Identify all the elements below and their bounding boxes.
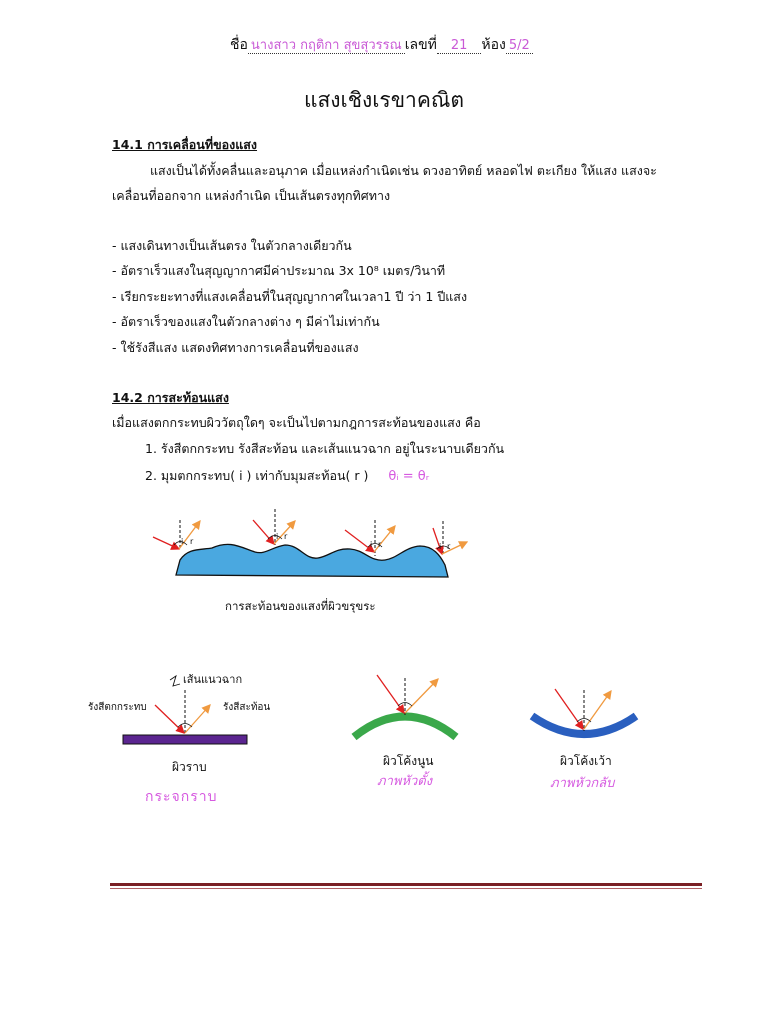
angle-i-label: i [276, 532, 279, 541]
footer-rule [110, 883, 702, 886]
bullet-item: - ใช้รังสีแสง แสดงทิศทางการเคลื่อนที่ของแสง [112, 340, 359, 355]
angle-r-label: r [284, 532, 288, 541]
flat-surface [123, 735, 247, 744]
incident-ray-label: รังสีตกกระทบ [88, 702, 147, 713]
angle-r-label: r [378, 540, 382, 549]
rough-surface-caption: การสะท้อนของแสงที่ผิวขรุขระ [225, 599, 376, 613]
concave-surface-label: ผิวโค้งเว้า [560, 754, 612, 768]
section2-heading: 14.2 การสะท้อนแสง [112, 390, 229, 405]
concave-note: ภาพหัวกลับ [550, 776, 615, 791]
name-value: นางสาว กฤติกา สุขสุวรรณ [248, 38, 405, 54]
name-label: ชื่อ [230, 37, 248, 53]
bullet-item: - แสงเดินทางเป็นเส้นตรง ในตัวกลางเดียวกัน [112, 238, 352, 253]
angle-i-label: i [370, 540, 373, 549]
angle-i-label: i [439, 542, 442, 551]
room-value: 5/2 [506, 38, 533, 54]
rough-surface [176, 542, 451, 577]
convex-note: ภาพหัวตั้ง [377, 774, 433, 789]
reflection-rule-2-text: 2. มุมตกกระทบ( i ) เท่ากับมุมสะท้อน( r ) [145, 468, 369, 483]
room-label: ห้อง [481, 37, 506, 53]
number-value: 21 [437, 38, 482, 54]
angle-r-label: r [447, 542, 451, 551]
convex-rays [377, 675, 438, 715]
reflected-ray-label: รังสีสะท้อน [223, 702, 271, 713]
convex-surface [354, 717, 456, 738]
footer-rule-thin [110, 888, 702, 889]
bullet-item: - เรียกระยะทางที่แสงเคลื่อนที่ในสุญญากาศในเวลา1 ปี ว่า 1 ปีแสง [112, 289, 468, 304]
section1-heading: 14.1 การเคลื่อนที่ของแสง [112, 137, 258, 152]
page-title: แสงเชิงเรขาคณิต [303, 88, 465, 112]
section2-intro: เมื่อแสงตกกระทบผิววัตถุใดๆ จะเป็นไปตามกฎการสะท้อนของแสง คือ [112, 415, 481, 430]
number-label: เลขที่ [404, 37, 437, 53]
bullet-item: - อัตราเร็วของแสงในตัวกลางต่าง ๆ มีค่าไม่เท่ากัน [112, 314, 380, 329]
bullet-item: - อัตราเร็วแสงในสุญญากาศมีค่าประมาณ 3x 10⁸ เมตร/วินาที [112, 263, 446, 278]
convex-surface-label: ผิวโค้งนูน [383, 754, 434, 768]
concave-rays [555, 689, 611, 731]
reflection-rule-1: 1. รังสีตกกระทบ รังสีสะท้อน และเส้นแนวฉาก อยู่ในระนาบเดียวกัน [145, 441, 505, 456]
angle-r-label: r [190, 537, 194, 546]
section1-para-text: แสงเป็นได้ทั้งคลื่นและอนุภาค เมื่อแหล่งกำเนิดเช่น ดวงอาทิตย์ หลอดไฟ ตะเกียง ให้แสง แสงจะเคลื่อนที่ออกจาก แหล่งกำเนิด เป็นเส้นตรงทุกทิศทาง [112, 163, 657, 203]
flat-mirror-note: กระจกราบ [145, 789, 218, 805]
theta-equation: θᵢ = θᵣ [388, 469, 430, 484]
normal-label: เส้นแนวฉาก [183, 673, 243, 686]
angle-i-label: i [181, 537, 184, 546]
flat-surface-label: ผิวราบ [172, 760, 207, 774]
